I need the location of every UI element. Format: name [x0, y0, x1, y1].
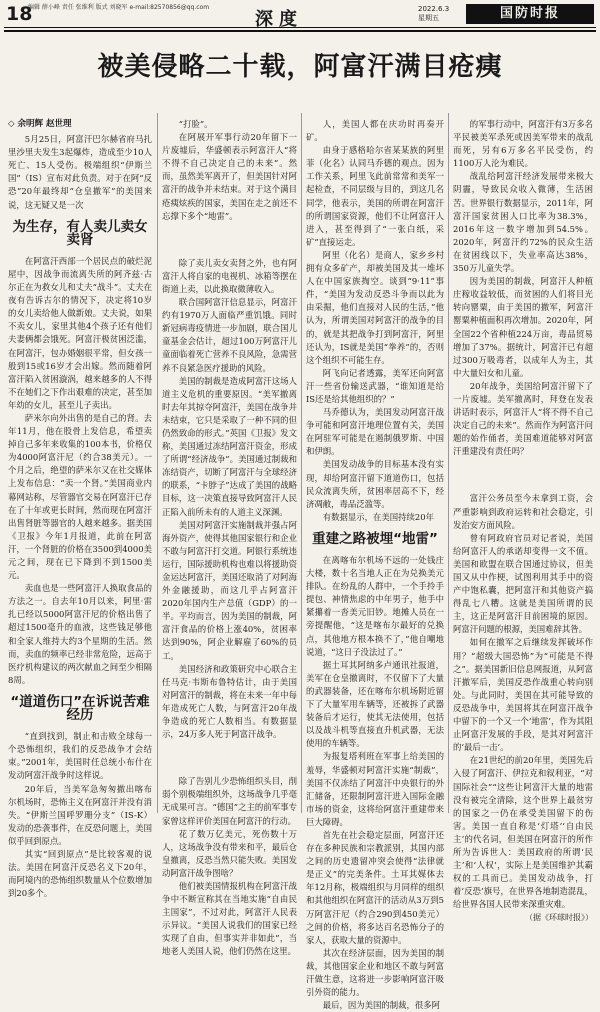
paragraph: 花了数万亿美元，死伤数十万人，这场战争没有带来和平，最后仓皇撤离，反恐当然只能失败。美国发动阿富汗战争图啥？ [162, 828, 297, 878]
column-4 [453, 118, 593, 923]
article-headline: 被美侵略二十载，阿富汗满目疮痍 [97, 52, 503, 82]
paragraph: 在阿展开军事行动20年留下一片废墟后，华盛顿表示阿富汗人“将不得不自己决定自己的未来”。然而，虽然美军离开了，但美国针对阿富汗的战争并未结束。对于这个满目疮痍炫疾的国家，美国在走之前还不忘撑下多个“地雷”。 [162, 132, 297, 221]
paragraph: 在离喀布尔机场不远的一处钱庄大楼，数十名当地人正在为兑换美元排队。在纷乱的人群中，一个手拎手提包、神情焦虑的中年男子，他手中紧攥着一沓美元旧钞。地摊人员在一旁提醒他，“这是喀布尔最好的兑换点，其他地方根本换不了，”他自嘲地说道，“这日子没法过了。” [306, 555, 444, 657]
editor-line: 编辑 薛小峰 责任 张维利 版式 刘晓军 e-mail:82570856@qq.com [28, 4, 210, 11]
paragraph: 阿里（化名）是商人，家乡乡村拥有众多矿产，却被美国及其一堆坏人在中国家族掏空。谈到“9·11”事件，“美国为发动反恐斗争而以此为由采掘，他们直接对人民的生活，”他认为，所谓美国对阿富汗的战争的目的，就是其把战争打到阿富汗，阿里还认为，IS就是美国“拳养”的，否则这个组织不可能生存。 [306, 249, 444, 365]
subhead: 为生存，有人卖儿卖女卖肾 [12, 218, 148, 248]
paragraph: 有数据显示，在美国持续20年 [322, 511, 434, 522]
paragraph: 萨米尔向外出售的是自己的肾。去年11月，他在股骨上发信息，希望卖掉自己多年来收集的100本书，价格仅为4000阿富汗尼（约合38美元）。一个月之后，绝望的萨米尔又在社交媒体上发布信息：“卖一个肾。”美国商业内幕网站称，尽管器官交易在阿富汗已存在了十年或更长时间，然而现在阿富汗出售肾脏等器官的人越来越多。据美国《卫报》今年1月报道，此前在阿富汗，一个肾脏的价格在3500到4000美元之间，现在已下降到不到1500美元。 [8, 412, 152, 581]
paragraph: 除了卖儿卖女卖肾之外，也有阿富汗人将自家的电视机、冰箱等摆在街道上卖，以此换取微薄收入。 [162, 257, 297, 294]
paragraph: “打脸”。 [178, 119, 213, 129]
column-divider [301, 113, 302, 813]
paragraph: 由身于感格哈尔省某某族的阿里菲（化名）认同马乔德的观点。因为工作关系，阿里飞此前常常和美军一起检查，不同层级与目的，到这几名同学，他表示，美国的所谓在阿富汗的所谓国家资源，他们不让阿富汗人进入，甚至得到了“一张白纸，采矿”直接运走。 [306, 145, 444, 247]
subhead: 重建之路被埋“地雷” [312, 530, 438, 547]
paragraph: 如何在撤军之后继续发挥破坏作用？“超级大国恐怖”为“可能是不得之”。据美国新旧信息网报道，从阿富汗撤军后，美国反恐作战重心转向别处。与此同时，美国在其可能导致的反恐战争中，美国将其在阿富汗战争中留下的一个又一个‘地雷’，作为其阻止阿富汗发展的手段，是其对阿富汗的‘最后一击’。 [453, 637, 593, 753]
source-credit: （据《环球时报》） [525, 913, 593, 923]
paragraph: 其实“回到原点”是比较客观的说法。美国在阿富汗反恐名义下20年，而阿境内的恐怖组织数量从个位数增加到20多个。 [8, 848, 152, 899]
paragraph: 美国经济和政策研究中心联合主任马克·韦斯布鲁特估计，由于美国对阿富汗的制裁，将在未来一年中每年造成死亡人数，与阿富汗20年战争造成的死亡人数相当。有数据显示，24万多人死于阿富汗战争。 [162, 663, 297, 740]
paragraph: 阿飞向记者透露，美军还向阿富汗一些省份输送武器，“谁知道是给IS还是给其他组织的？” [306, 367, 444, 404]
date-block [418, 5, 449, 23]
byline: ◇ 余明辉 赵世理 [8, 119, 72, 129]
subhead: “道道伤口”在诉说苦难经历 [10, 693, 150, 724]
column-1 [8, 118, 152, 899]
paragraph: 人，美国人都在庆功时再奏开矿。 [306, 119, 444, 143]
paragraph: 据土耳其阿纳多卢通讯社报道，美军在仓皇撤离时，不仅留下了大量的武器装备，还在喀布尔机场附近留下了大量军用车辆等，还被拆了武器装备后才运行，使其无法使用，包括以及战斗机等直接直升机武器，无法使用的车辆等。 [306, 659, 444, 749]
paragraph: 除了告别儿少恐怖组织头目，削弱个别极端组织外，这场战争几乎毫无成果可言。“德国”之主的前军事专家曾这样评价美国在阿富汗的行动。 [162, 776, 297, 826]
column-3 [306, 118, 444, 1011]
paragraph: 他们被美国情报机构在阿富汗战争中不断宣称其在当地实施“自由民主国家”，不过对此，阿富汗人民表示异议。“美国人说我们的国家已经实现了自由，但事实并非如此”，当地老人美国人说，他们仍然在这里。 [162, 880, 297, 957]
paragraph: 卖血也是一些阿富汗人换取食品的方法之一。自去年10月以来，阿里·雷扎已经以5000阿富汗尼的价格出售了超过1500毫升的血液，这些钱足够他和全家人维持大约3个星期的生活。然而，卖血的频率已经非常危险，远高于医疗机构建议的两次献血之间至少相隔8周。 [8, 583, 152, 685]
column-divider [157, 113, 158, 813]
paragraph: 美国发动战争的目标基本没有实现，却给阿富汗留下道道伤口，包括民众流离失所，贫困率居高不下，经济凋敝，毒品泛滥等。 [306, 459, 444, 509]
paper-logo: 国防时报 [466, 4, 594, 24]
paragraph: 最后，因为美国的制裁，很多阿 [322, 1000, 441, 1011]
header-rule [4, 27, 596, 28]
section-title: 深度 [255, 9, 303, 30]
paragraph: 美国对阿富汗实施制裁并强占阿海外资产，使得其他国家银行和企业不敢与阿富汗打交道。阿银行系统违运行，国际援助机构也难以将援助资金运达阿富汗，美国还取消了对阿海外金融援助，而这几乎占阿富汗2020年国内生产总值（GDP）的一半。平均而言，因为美国的制裁，阿富汗食品的价格上涨40%，贫困率达到90%，阿企业解雇了60%的员工。 [162, 519, 297, 661]
page-number: 18 [6, 3, 33, 25]
paragraph: 曾有阿政府官员对记者说，美国给阿富汗人的承诺却变得一文不值。美国和欧盟在联合国通过协议，但美国又从中作梗，试图利用其手中的资产中饱私囊，把阿富汗和其他资产搞得乱七八糟。这就是美国所谓的民主，这正是阿富汗目前困境的原因。阿富汗问题的根源，美国难辞其咎。 [453, 532, 593, 635]
paragraph: 富汗公务员至今未拿到工资，会严重影响到政府运转和社会稳定，引发治安方面风险。 [453, 493, 593, 530]
page-header [0, 0, 600, 34]
paragraph: 的军事行动中，阿富汗有3万多名平民被美军杀死或因美军带来的战乱而死，另有6万多名平民受伤，约1100万人沦为难民。 [453, 119, 593, 169]
date: 2022.6.3 [418, 5, 450, 13]
paragraph: 首先在社会稳定层面，阿富汗还存在多种民族和宗教派别，其国内部之间的历史遗留冲突会使得“法律就是正义”的完美条件。土耳其媒体去年12月称，极端组织与月同样的组织和其他组织在阿富汗的活动从3万到5万阿富汗尼（约合290到450美元）之间的价格，将多达百名恐怖分子的家人，获取大量的资源中。 [306, 829, 444, 945]
paragraph: 5月25日，阿富汗巴尔赫省府马扎里沙里夫发生3起爆炸，造成至少10人死亡、15人受伤。极端组织“伊斯兰国”（IS）宣布对此负责。对于在阿“反恐”20年最终却“仓皇撤军”的美国来说，这无疑又是一次 [8, 134, 152, 210]
header-rule-thick [4, 30, 596, 32]
paragraph: 在阿富汗西部一个居民点的破烂泥屋中，因战争而流离失所的阿齐兹·古尔正在为救女儿和丈夫“战斗”。丈夫在夜有告诉古尔的情况下，决定将10岁的女儿卖给他人做新娘。丈夫说，如果不卖女儿，家里其他4个孩子还有他们夫妻俩都会饿死。阿富汗极贫困泛滥，在阿富汗，包办婚姻很平常，但女孩一般到15或16岁才会出嫁。然而随着阿富汗陷入贫困漩涡，越来越多的人不得不在她们之下作出艰难的决定，甚至加年幼的女儿，甚至儿子卖出。 [8, 255, 152, 410]
paragraph: 联合国阿富汗信息显示，阿富汗约有1970万人面临严重饥饿。同时新冠病毒疫情进一步加剧，联合国儿童基金会估计，超过100万阿富汗儿童面临着死亡营养不良风险，急需营养不良紧急医疗援助的风险。 [162, 297, 297, 373]
paragraph: “直到找到，制止和击败全球每一个恐怖组织，我们的反恐战争才会结束。”2001年，美国时任总统小布什在发动阿富汗战争时这样说。 [8, 731, 152, 781]
paragraph: 为报复塔利班在军事上给美国的羞辱，华盛顿对阿富汗实施“制裁”，美国不仅冻结了阿富汗中央银行的外汇储备，还限制阿富汗进入国际金融市场的资金，这将给阿富汗重建带来巨大障碍。 [306, 751, 444, 827]
paragraph: 在21世纪的前20年里，美国先后入侵了阿富汗、伊拉克和叙利亚，“对国际社会”“这些让阿富汗大量的地雷没有被完全清除，这个世界上最贫穷的国家之一仍在承受美国留下的伤害。美国一直自称是‘灯塔’‘自由民主’的代名词，但美国在阿富汗的所作所为告诉世人：美国政府的所谓‘民主’和‘人权’，实际上是美国维护其霸权的工具而已。美国发动战争，打着‘反恐’旗号，在世界各地制造混乱，给世界各国人民带来深重灾难。 [453, 755, 593, 910]
paragraph: 马乔德认为，美国发动阿富汗战争可能和阿富汗地理位置有关，美国在阿驻军可能是在遏制俄罗斯、中国和伊朗。 [306, 407, 444, 457]
column-2 [162, 118, 297, 957]
weekday: 星期五 [418, 14, 439, 22]
paragraph: 20年后，当美军急匆匆撤出喀布尔机场时，恐怖主义在阿富汗并没有消失。“伊斯兰国呼罗珊分支”（IS-K）发动的恐袭事件，在反恐问题上，美国似乎回到原点。 [8, 783, 152, 846]
paragraph: 20年战争，美国给阿富汗留下了一片废墟。美军撤离时，拜登在发表讲话时表示，阿富汗人“将不得不自己决定自己的未来”。然而作为阿富汗问题的始作俑者，美国难道能够对阿富汗重建没有责任吗？ [453, 380, 593, 457]
column-divider [448, 113, 449, 813]
paragraph: 因为美国的制裁，阿富汗人种植庄稼收益较低，而贫困的人们将目光转向罂粟，由于美国的撤军，阿富汗罂粟种植面积再次增加。2020年，阿全国22个省种植224万亩，毒品贸易增加了37%。据统计，阿富汗已有超过300万吸毒者，以成年人为主，其中大量妇女和儿童。 [453, 276, 593, 378]
paragraph: 其次在经济层面，因为美国的制裁，其他国家企业和地区不敢与阿富汗做生意，这将进一步影响阿富汗吸引外资的能力。 [306, 947, 444, 998]
paragraph: 战乱给阿富汗经济发展带来极大阴霾，导致民众收入微薄，生活困苦。世界银行数据显示，2011年，阿富汗国家贫困人口比率为38.3%，2016年这一数字增加到54.5%。2020年，阿富汗约72%的民众生活在贫困线以下，失业率高达38%，350万儿童失学。 [453, 171, 593, 274]
paragraph: 美国的制裁是造成阿富汗这场人道主义危机的重要原因。“美军撤离时去年其掠夺阿富汗，美国在战争并未结束，它只是采取了一种不同的但仍然致命的形式。”英国《卫报》发文称，美国通过冻结阿富汗资金，形成了所谓“经济战争”。美国通过制裁和冻结资产，切断了阿富汗与全球经济的联系，“卡脖子”达成了美国的战略目标，这一决策直接导致阿富汗人民正陷入前所未有的人道主义深渊。 [162, 375, 297, 517]
